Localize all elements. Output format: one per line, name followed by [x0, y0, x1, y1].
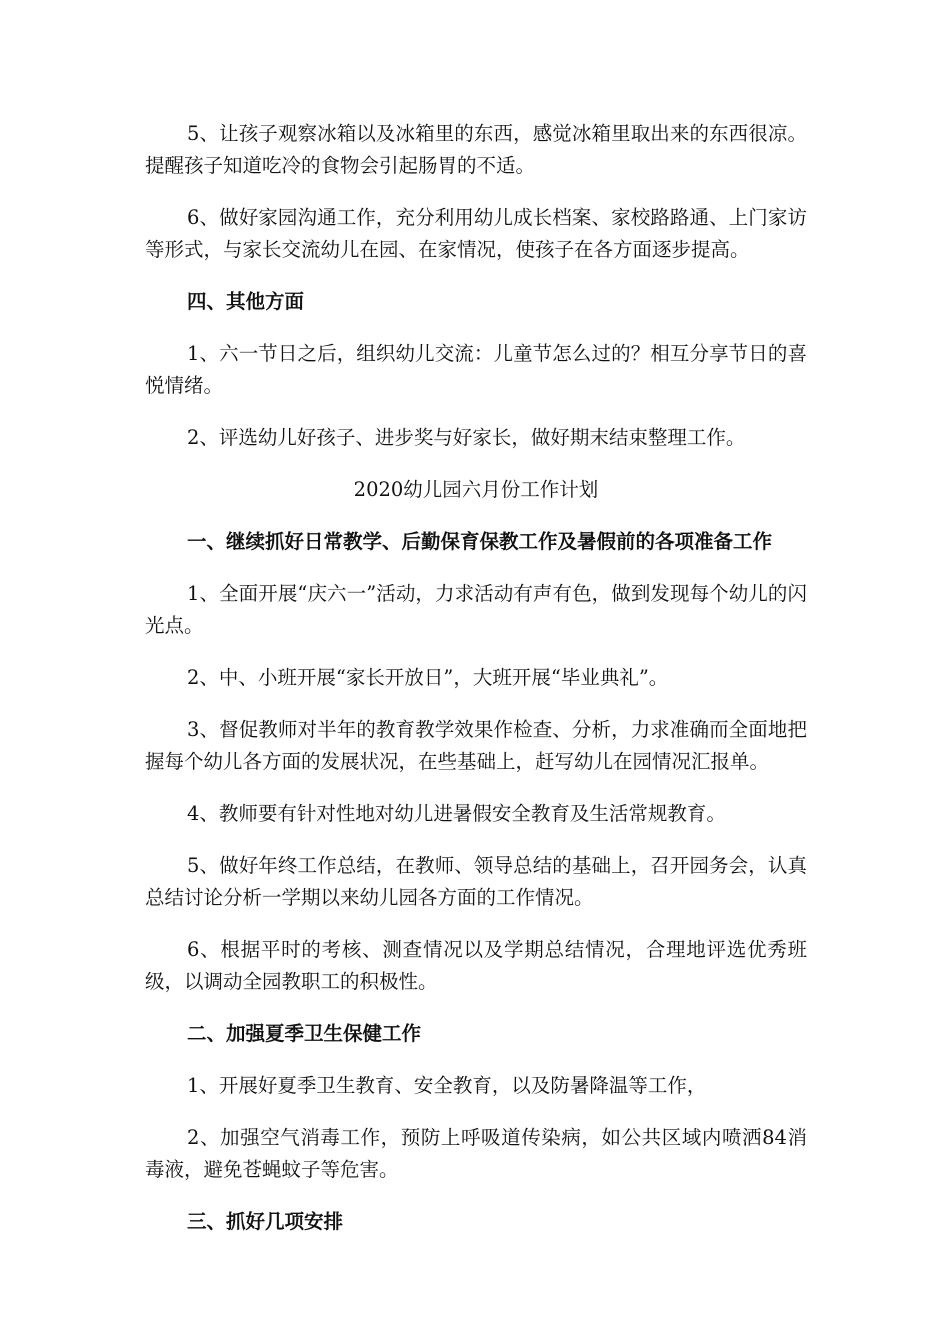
- section-heading-summer-health: 二、加强夏季卫生保健工作: [187, 1022, 422, 1045]
- document-title: 2020幼儿园六月份工作计划: [353, 478, 599, 501]
- document-page: [145, 118, 807, 1258]
- paragraph-disinfection: 2、加强空气消毒工作，预防上呼吸道传染病，如公共区域内喷洒84消毒液，避免苍蝇蚊子等危害。: [145, 1126, 807, 1181]
- paragraph-class-evaluation: 6、根据平时的考核、测查情况以及学期总结情况，合理地评选优秀班级，以调动全园教职工的积极性。: [145, 938, 807, 993]
- paragraph-teaching-review: 3、督促教师对半年的教育教学效果作检查、分析，力求准确而全面地把握每个幼儿各方面的发展状况，在些基础上，赶写幼儿在园情况汇报单。: [145, 718, 807, 773]
- paragraph-open-day-graduation: 2、中、小班开展“家长开放日”，大班开展“毕业典礼”。: [187, 666, 669, 689]
- paragraph-awards-selection: 2、评选幼儿好孩子、进步奖与好家长，做好期末结束整理工作。: [187, 426, 746, 449]
- paragraph-summer-health-education: 1、开展好夏季卫生教育、安全教育，以及防暑降温等工作，: [187, 1074, 707, 1097]
- paragraph-fridge-observation: 5、让孩子观察冰箱以及冰箱里的东西，感觉冰箱里取出来的东西很凉。提醒孩子知道吃冷的食物会引起肠胃的不适。: [145, 122, 807, 177]
- paragraph-summer-safety: 4、教师要有针对性地对幼儿进暑假安全教育及生活常规教育。: [187, 802, 726, 825]
- section-heading-other: 四、其他方面: [187, 290, 305, 313]
- paragraph-childrens-day-sharing: 1、六一节日之后，组织幼儿交流：儿童节怎么过的？相互分享节日的喜悦情绪。: [145, 342, 807, 397]
- section-heading-arrangements: 三、抓好几项安排: [187, 1210, 344, 1233]
- paragraph-childrens-day-activity: 1、全面开展“庆六一”活动，力求活动有声有色，做到发现每个幼儿的闪光点。: [145, 582, 807, 637]
- section-heading-daily-work: 一、继续抓好日常教学、后勤保育保教工作及暑假前的各项准备工作: [187, 530, 773, 553]
- paragraph-year-end-summary: 5、做好年终工作总结，在教师、领导总结的基础上，召开园务会，认真总结讨论分析一学期以来幼儿园各方面的工作情况。: [145, 854, 807, 909]
- paragraph-home-communication: 6、做好家园沟通工作，充分利用幼儿成长档案、家校路路通、上门家访等形式，与家长交流幼儿在园、在家情况，使孩子在各方面逐步提高。: [145, 206, 807, 261]
